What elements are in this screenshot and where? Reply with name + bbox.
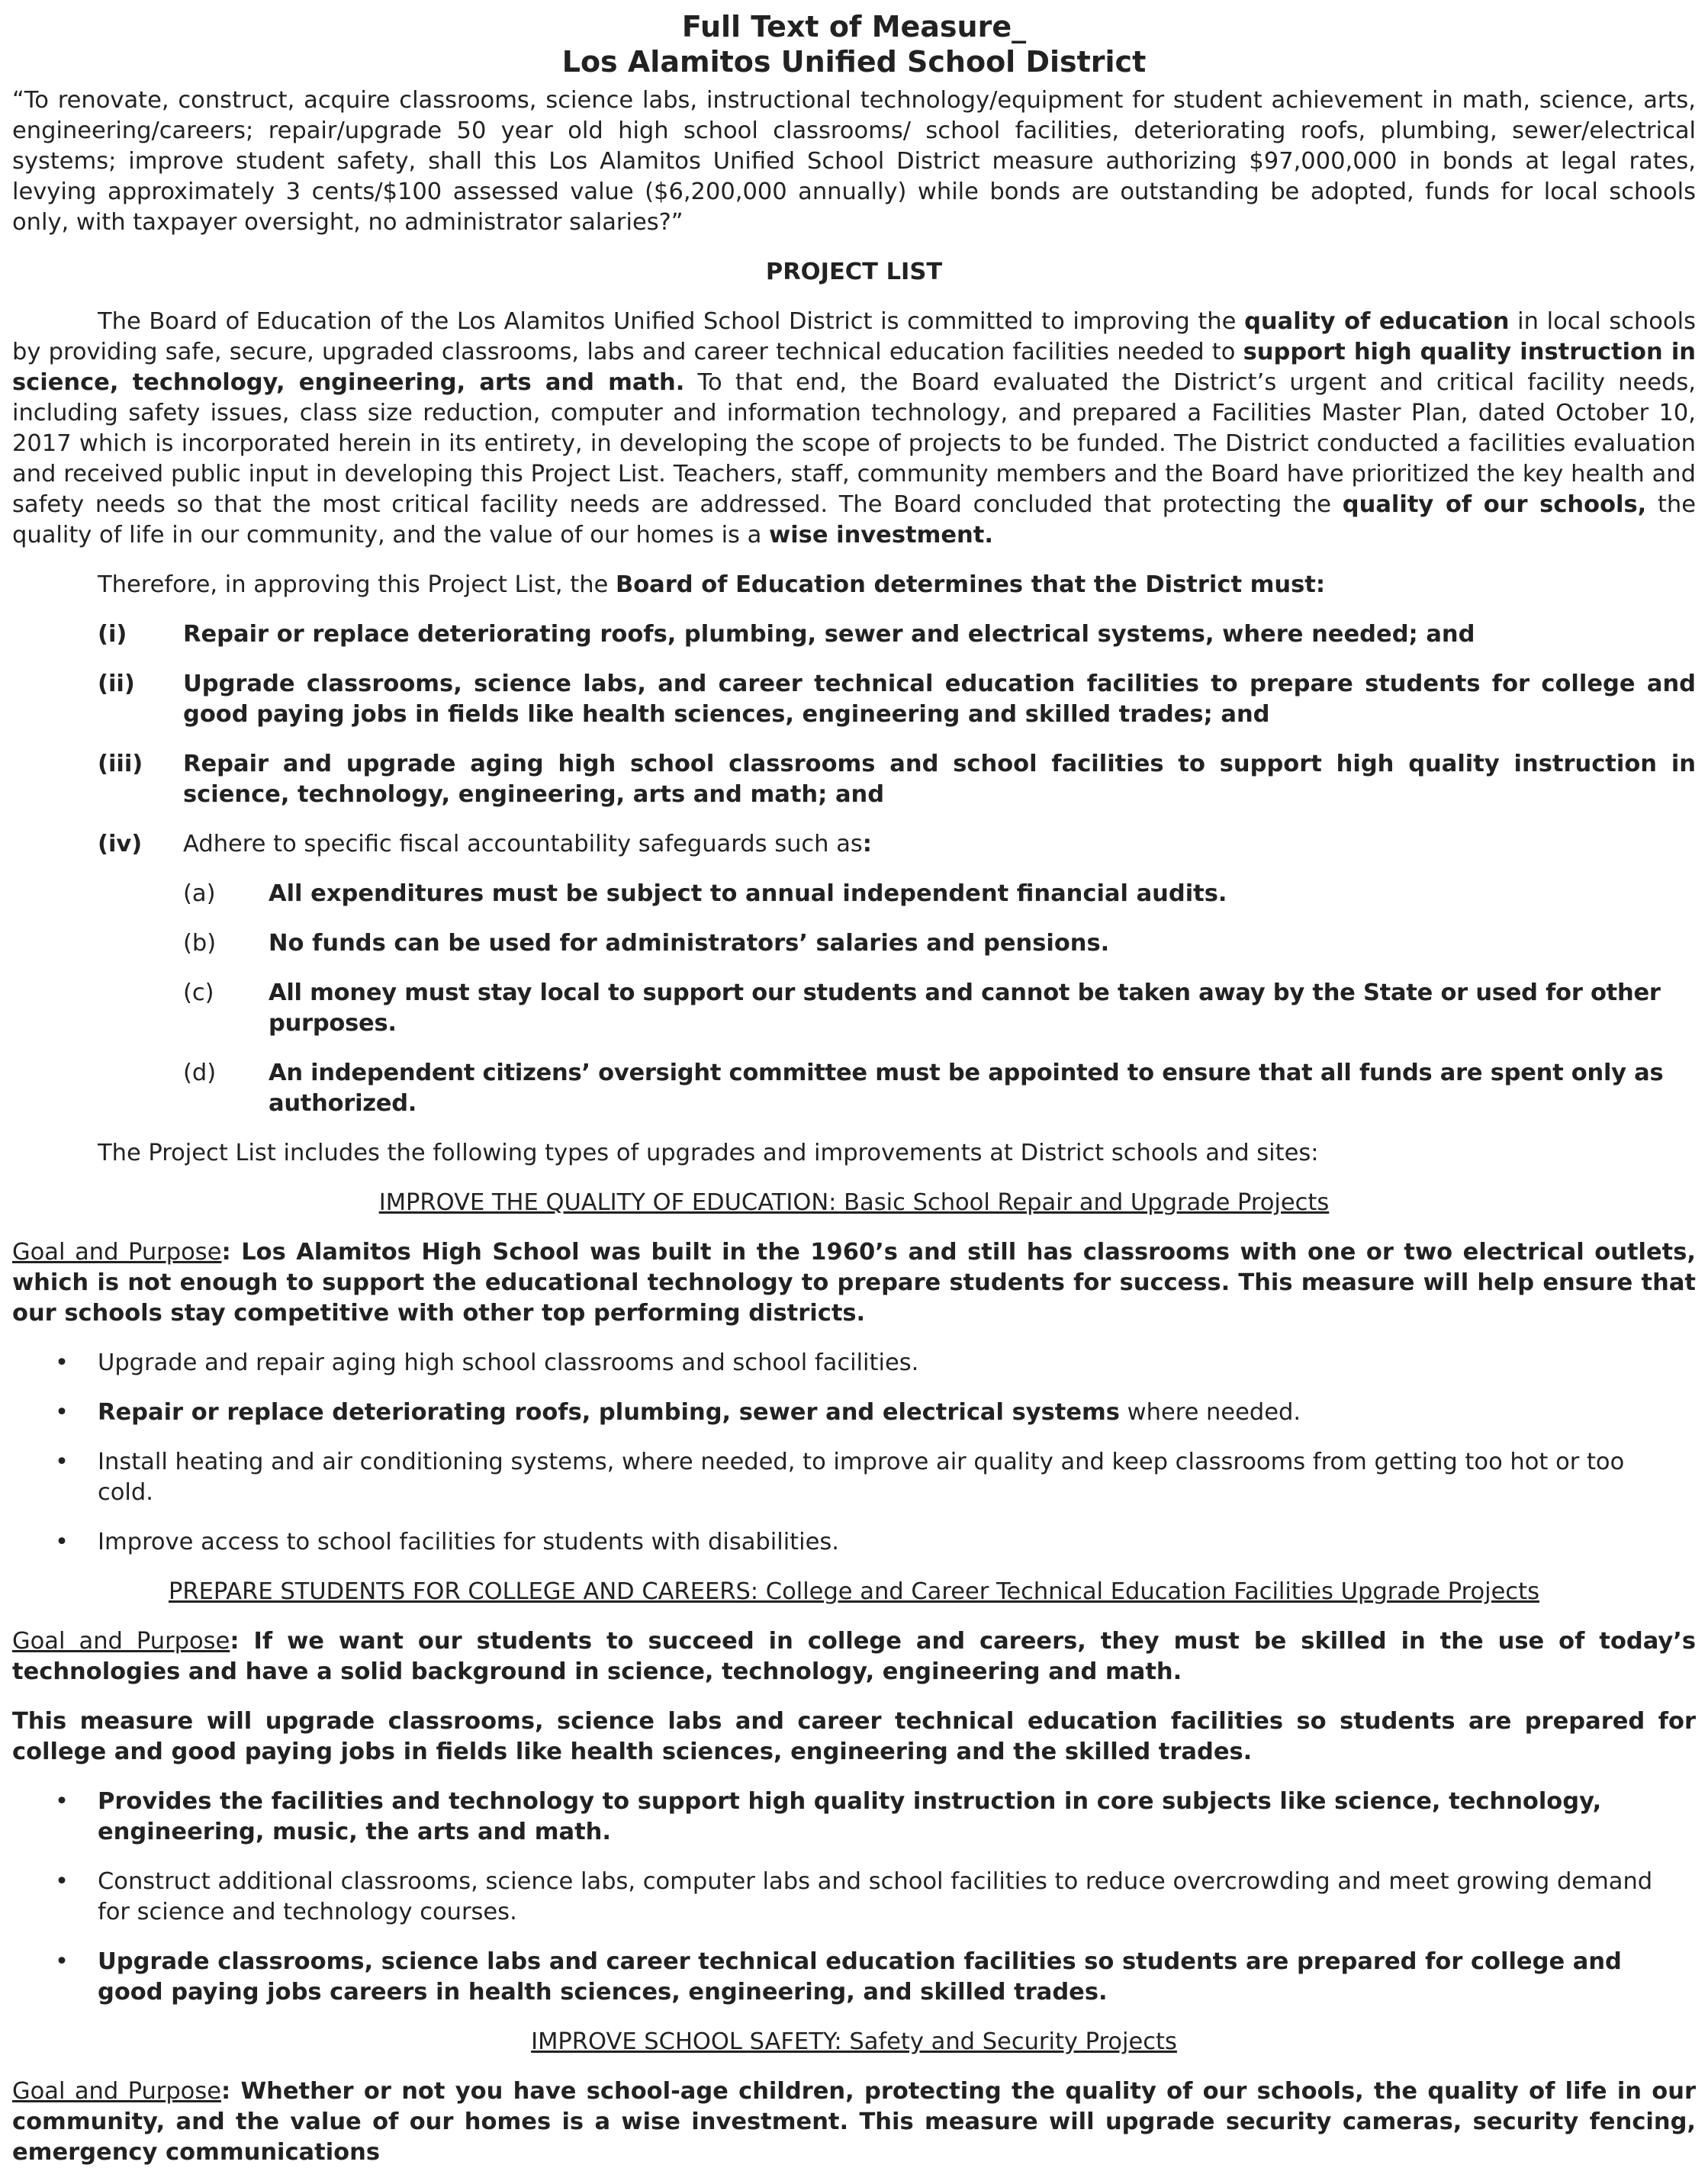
goal-text: If we want our students to succeed in college and careers, they must be skilled in the use of today’s technologies and have a solid background in science, technology, engineering and math.: [12, 1628, 1696, 1685]
measure-paragraph: This measure will upgrade classrooms, science labs and career technical education facilities so students are prepared for college and good paying jobs in fields like health sciences, engineering and the skilled trades.: [12, 1708, 1696, 1765]
bullet-text: Improve access to school facilities for students with disabilities.: [98, 1529, 839, 1555]
intro-text-2: in local schools by providing safe, secure, upgraded classrooms, labs and career technical education facilities needed to: [12, 308, 1696, 365]
goal-purpose-3: [12, 2076, 1696, 2168]
bullet-icon: •: [55, 1529, 69, 1555]
intro-text-1: The Board of Education of the Los Alamitos Unified School District is committed to improving the: [98, 308, 1245, 335]
item-text-span: Adhere to specific fiscal accountability safeguards such as: [183, 831, 863, 857]
list-item: [12, 829, 1696, 860]
item-number: (iii): [98, 751, 143, 777]
sub-list-item: [12, 978, 1696, 1039]
bullet-text: Provides the facilities and technology to support high quality instruction in core subjects like science, technology, engineering, music, the arts and math.: [98, 1788, 1602, 1845]
intro-bold-4: wise investment.: [769, 522, 993, 548]
goal-purpose-2: [12, 1626, 1696, 1687]
goal-label: Goal and Purpose: [12, 2078, 222, 2105]
list-item: [12, 1947, 1696, 2008]
item-number: (i): [98, 621, 127, 648]
list-item: [12, 1398, 1696, 1428]
item-text: Repair or replace deteriorating roofs, plumbing, sewer and electrical systems, where needed; and: [183, 621, 1475, 648]
bullet-bold: Repair or replace deteriorating roofs, plumbing, sewer and electrical systems: [98, 1399, 1120, 1426]
section-heading-safety: IMPROVE SCHOOL SAFETY: Safety and Security Projects: [531, 2028, 1177, 2055]
item-text: Upgrade classrooms, science labs, and career technical education facilities to prepare students for college and good paying jobs in fields like health sciences, engineering and skilled trades; and: [183, 671, 1696, 728]
bullet-text: Install heating and air conditioning systems, where needed, to improve air quality and keep classrooms from getting too hot or too cold.: [98, 1449, 1625, 1506]
bullet-icon: •: [55, 1349, 69, 1376]
therefore-paragraph: [12, 570, 1696, 600]
bullet-icon: •: [55, 1868, 69, 1895]
bullet-icon: •: [55, 1948, 69, 1975]
section-heading-quality: IMPROVE THE QUALITY OF EDUCATION: Basic School Repair and Upgrade Projects: [378, 1189, 1330, 1216]
bullet-icon: •: [55, 1449, 69, 1475]
sub-list-item: [12, 879, 1696, 909]
ballot-question: “To renovate, construct, acquire classrooms, science labs, instructional technology/equipment for student achievement in math, science, arts, engineering/careers; repair/upgrade 50 year old high school classrooms/ school facilities, deteriorating roofs, plumbing, sewer/electrical systems; improve student safety, shall this Los Alamitos Unified School District measure authorizing $97,000,000 in bonds at legal rates, levying approximately 3 cents/$100 assessed value ($6,200,000 annually) while bonds are outstanding be adopted, funds for local schools only, with taxpayer oversight, no administrator salaries?”: [12, 87, 1696, 236]
goal-colon: :: [230, 1628, 254, 1655]
list-item: [12, 749, 1696, 810]
bullet-text: Upgrade and repair aging high school classrooms and school facilities.: [98, 1349, 919, 1376]
document-title: [12, 0, 1696, 79]
goal-colon: :: [221, 1239, 242, 1266]
subitem-letter: (d): [183, 1060, 217, 1086]
subitem-letter: (c): [183, 979, 214, 1006]
list-item: [12, 1348, 1696, 1378]
list-item: [12, 619, 1696, 650]
list-item: [12, 1447, 1696, 1508]
project-list-heading: PROJECT LIST: [765, 259, 943, 285]
sub-list-item: [12, 928, 1696, 959]
intro-text-3: To that end, the Board evaluated the District’s urgent and critical facility needs, including safety issues, class size reduction, computer and information technology, and prepared a Facilities Master Plan, dated October 10, 2017 which is incorporated herein in its entirety, in developing the scope of projects to be funded. The District conducted a facilities evaluation and received public input in developing this Project List. Teachers, staff, community members and the Board have prioritized the key health and safety needs so that the most critical facility needs are addressed. The Board concluded that protecting the: [12, 369, 1696, 518]
project-list-intro: [12, 307, 1696, 551]
item-text: Repair and upgrade aging high school classrooms and school facilities to support high quality instruction in science, technology, engineering, arts and math; and: [183, 751, 1696, 808]
intro-bold-3: quality of our schools,: [1342, 491, 1647, 518]
title-line-1: Full Text of Measure_: [681, 10, 1027, 43]
intro-text-4: the quality of life in our community, and the value of our homes is a: [12, 491, 1696, 548]
therefore-bold: Board of Education determines that the District must:: [615, 571, 1326, 598]
goal-text: Whether or not you have school-age children, protecting the quality of our schools, the quality of life in our community, and the value of our homes is a wise investment. This measure will upgrade security cameras, security fencing, emergency communications: [12, 2078, 1696, 2166]
subitem-text: An independent citizens’ oversight committee must be appointed to ensure that all funds are spent only as authorized.: [269, 1060, 1664, 1117]
list-item: [12, 1867, 1696, 1928]
title-line-2: Los Alamitos Unified School District: [561, 45, 1147, 79]
list-item: [12, 1527, 1696, 1558]
bullet-icon: •: [55, 1399, 69, 1426]
item-number: (ii): [98, 671, 135, 697]
list-item: [12, 669, 1696, 730]
subitem-text: No funds can be used for administrators’ salaries and pensions.: [269, 930, 1110, 957]
therefore-text: Therefore, in approving this Project List, the: [98, 571, 616, 598]
sub-list-item: [12, 1058, 1696, 1119]
bullet-text: Upgrade classrooms, science labs and career technical education facilities so students are prepared for college and good paying jobs careers in health sciences, engineering, and skilled trades.: [98, 1948, 1622, 2006]
bullet-text: [98, 1398, 1696, 1428]
item-number: (iv): [98, 831, 143, 857]
subitem-letter: (a): [183, 880, 216, 907]
goal-label: Goal and Purpose: [12, 1628, 230, 1655]
item-colon: :: [862, 831, 872, 857]
subitem-text: All expenditures must be subject to annual independent financial audits.: [269, 880, 1227, 907]
list-item: [12, 1787, 1696, 1848]
subitem-letter: (b): [183, 930, 217, 957]
goal-colon: :: [221, 2078, 241, 2105]
subitem-text: All money must stay local to support our students and cannot be taken away by the State or used for other purposes.: [269, 979, 1661, 1037]
intro-bold-2: support high quality instruction in science, technology, engineering, arts and math.: [12, 339, 1697, 396]
item-text: [183, 829, 1696, 860]
section-heading-college: PREPARE STUDENTS FOR COLLEGE AND CAREERS: College and Career Technical Education Facilities Upgrade Projects: [169, 1578, 1539, 1605]
goal-purpose-1: [12, 1237, 1696, 1329]
bullet-rest: where needed.: [1119, 1399, 1301, 1426]
bullet-text: Construct additional classrooms, science labs, computer labs and school facilities to reduce overcrowding and meet growing demand for science and technology courses.: [98, 1868, 1653, 1925]
bullet-icon: •: [55, 1788, 69, 1815]
goal-label: Goal and Purpose: [12, 1239, 222, 1266]
goal-text: Los Alamitos High School was built in the 1960’s and still has classrooms with one or two electrical outlets, which is not enough to support the educational technology to prepare students for success. This measure will help ensure that our schools stay competitive with other top performing districts.: [12, 1239, 1696, 1327]
intro-bold-1: quality of education: [1244, 308, 1510, 335]
includes-paragraph: The Project List includes the following types of upgrades and improvements at District schools and sites:: [98, 1140, 1319, 1166]
